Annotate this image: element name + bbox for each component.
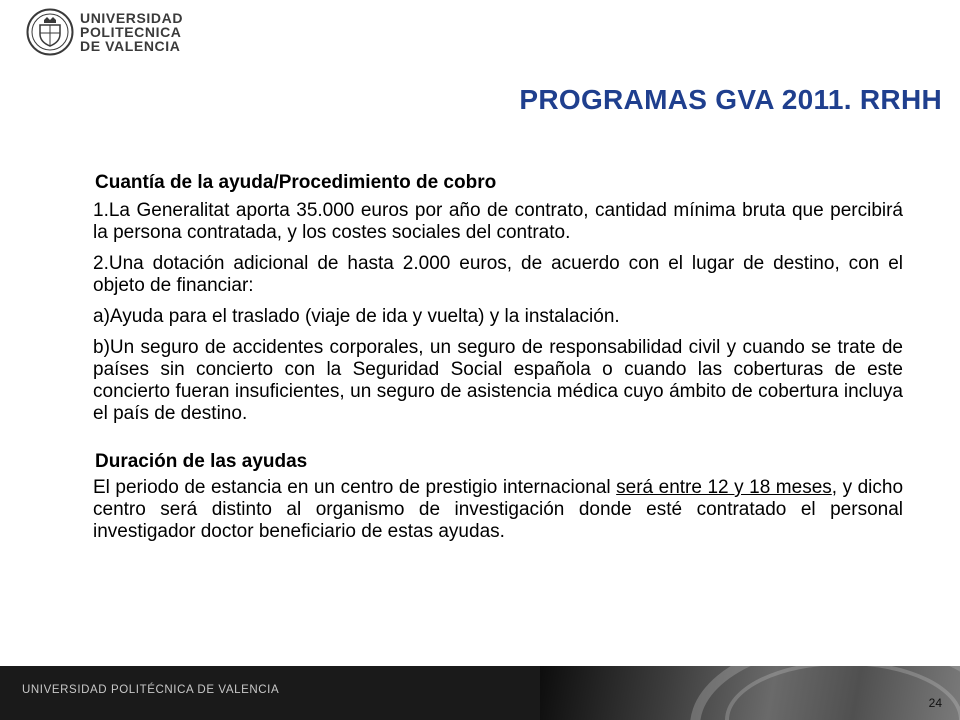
university-seal-icon xyxy=(26,8,74,56)
paragraph-item-1: 1.La Generalitat aporta 35.000 euros por año de contrato, cantidad mínima bruta que percibirá la persona contratada, y los costes sociales del contrato. xyxy=(93,200,903,243)
university-logo xyxy=(26,8,184,58)
logo-line-1: UNIVERSIDAD xyxy=(80,10,184,26)
slide-title: PROGRAMAS GVA 2011. RRHH xyxy=(519,84,942,115)
footer-university-label: UNIVERSIDAD POLITÉCNICA DE VALENCIA xyxy=(22,684,280,696)
footer-seal-photo xyxy=(540,666,960,720)
duration-text-before: El periodo de estancia en un centro de prestigio internacional xyxy=(93,477,617,498)
logo-line-3: DE VALENCIA xyxy=(80,38,181,54)
paragraph-item-b: b)Un seguro de accidentes corporales, un seguro de responsabilidad civil y cuando se trate de países sin concierto con la Seguridad Social española o cuando las coberturas de este concierto fueran insuficientes, un seguro de asistencia médica cuyo ámbito de cobertura incluya el país de destino. xyxy=(93,337,903,424)
logo-line-2: POLITECNICA xyxy=(80,24,182,40)
footer-bar xyxy=(0,666,960,720)
section-heading-amount: Cuantía de la ayuda/Procedimiento de cobro xyxy=(95,172,497,193)
paragraph-item-a: a)Ayuda para el traslado (viaje de ida y vuelta) y la instalación. xyxy=(93,306,620,327)
duration-text-after: , y dicho centro será distinto al organismo de investigación donde esté contratado el personal investigador doctor beneficiario de estas ayudas. xyxy=(93,477,904,542)
duration-text-underlined: será entre 12 y 18 meses xyxy=(616,477,832,498)
section-heading-duration: Duración de las ayudas xyxy=(95,451,308,472)
paragraph-duration xyxy=(93,477,903,543)
logo-wordmark xyxy=(80,11,183,53)
slide-content xyxy=(93,172,903,552)
paragraph-item-2: 2.Una dotación adicional de hasta 2.000 euros, de acuerdo con el lugar de destino, con el objeto de financiar: xyxy=(93,253,903,296)
page-number: 24 xyxy=(928,696,942,710)
